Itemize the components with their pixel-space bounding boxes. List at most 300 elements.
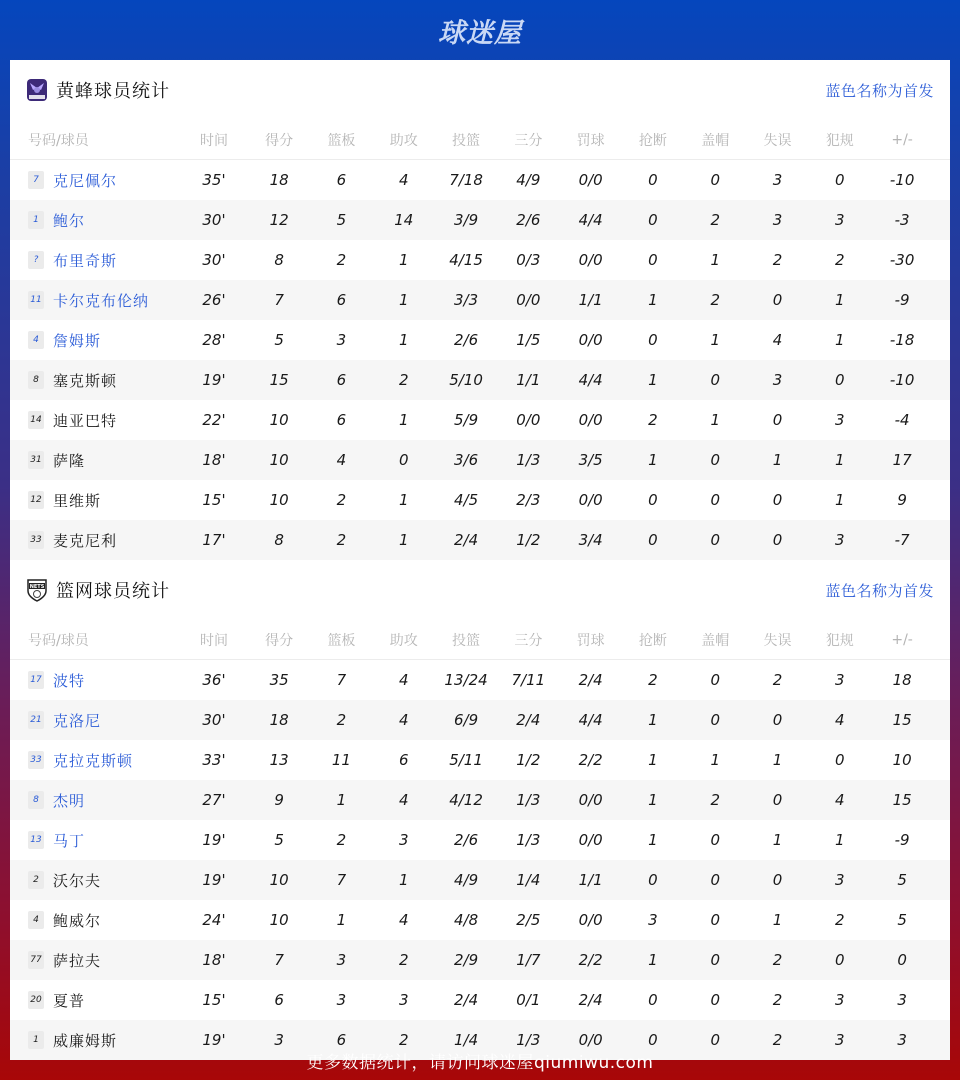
column-header[interactable]: 助攻 <box>389 132 418 149</box>
stat-cell: -10 <box>889 371 915 389</box>
stat-cell: 0 <box>648 251 658 269</box>
stat-cell: 0 <box>710 451 720 469</box>
stat-cell: 2 <box>772 1031 783 1049</box>
jersey-number-icon: 7 <box>28 171 44 189</box>
stat-cell: 30' <box>202 711 226 729</box>
stat-cell: 1/4 <box>453 1031 479 1049</box>
stat-cell: 10 <box>269 491 289 509</box>
stat-cell: 1 <box>398 411 409 429</box>
player-row[interactable] <box>10 660 950 700</box>
stat-cell: 5/10 <box>449 371 483 389</box>
player-name[interactable]: 塞克斯顿 <box>53 371 118 390</box>
player-row[interactable] <box>10 440 950 480</box>
stat-cell: -7 <box>894 531 910 549</box>
column-header[interactable]: +/- <box>891 631 913 648</box>
stat-cell: 3 <box>398 831 409 849</box>
stat-cell: 2 <box>336 831 347 849</box>
stat-cell: 2/6 <box>453 831 479 849</box>
team-title-wrap <box>26 77 170 103</box>
stat-cell: 4/15 <box>449 251 483 269</box>
player-row[interactable] <box>10 780 950 820</box>
stat-cell: 0 <box>710 1031 720 1049</box>
player-name[interactable]: 卡尔克布伦纳 <box>53 291 150 310</box>
jersey-number-icon: 1 <box>28 1031 44 1049</box>
stat-cell: 4 <box>398 171 409 189</box>
stat-cell: 3 <box>835 211 845 229</box>
stat-cell: 1 <box>398 331 409 349</box>
stat-cell: 36' <box>202 671 226 689</box>
player-name[interactable]: 里维斯 <box>53 491 102 510</box>
column-header[interactable]: 抢断 <box>638 632 667 649</box>
stat-cell: 1 <box>648 951 658 969</box>
stat-cell: 30' <box>202 211 226 229</box>
stat-cell: 14 <box>394 211 414 229</box>
stat-cell: 1 <box>835 491 845 509</box>
player-name[interactable]: 鲍尔 <box>53 211 86 230</box>
stat-cell: 0 <box>897 951 907 969</box>
player-name[interactable]: 沃尔夫 <box>53 871 102 890</box>
stat-cell: 0/0 <box>578 911 603 929</box>
player-rows <box>10 160 950 560</box>
stat-cell: 2 <box>772 251 783 269</box>
stat-cell: 1 <box>710 251 720 269</box>
column-header-player: 号码/球员 <box>28 632 89 649</box>
column-header[interactable]: +/- <box>891 131 913 148</box>
stat-cell: 2 <box>336 491 347 509</box>
footer-link-text[interactable]: 更多数据统计，请访问球迷屋qiumiwu.com <box>306 1052 654 1073</box>
column-header[interactable]: 三分 <box>514 132 543 149</box>
player-name[interactable]: 詹姆斯 <box>53 331 102 350</box>
jersey-number-icon: 77 <box>28 951 44 969</box>
stat-cell: 3 <box>897 1031 907 1049</box>
stat-cell: 2 <box>336 711 347 729</box>
stat-cell: 13 <box>269 751 289 769</box>
player-name[interactable]: 萨拉夫 <box>53 951 102 970</box>
stat-cell: 0/0 <box>578 331 603 349</box>
stat-cell: 2/6 <box>453 331 479 349</box>
stat-cell: 22' <box>202 411 226 429</box>
stat-cell: 0 <box>772 711 783 729</box>
jersey-number-icon: 31 <box>28 451 44 469</box>
stat-cell: 5 <box>274 331 284 349</box>
stat-cell: 6 <box>274 991 284 1009</box>
stat-cell: 3/5 <box>578 451 603 469</box>
stat-cell: 3 <box>835 671 845 689</box>
jersey-number-icon: 2 <box>28 871 44 889</box>
stat-cell: 24' <box>202 911 226 929</box>
stat-cell: 1/2 <box>516 531 541 549</box>
stat-cell: 3 <box>648 911 658 929</box>
player-name[interactable]: 克洛尼 <box>53 711 102 730</box>
stat-cell: 1 <box>648 291 658 309</box>
stat-cell: 1/3 <box>516 831 541 849</box>
stat-cell: 0 <box>772 291 783 309</box>
stat-cell: 0 <box>648 991 658 1009</box>
player-cell <box>10 250 180 271</box>
jersey-number-icon: 1 <box>28 211 44 229</box>
stat-cell: 0 <box>648 1031 658 1049</box>
stat-cell: 10 <box>269 911 289 929</box>
stat-cell: 0 <box>398 451 409 469</box>
stat-cell: 0/0 <box>516 411 541 429</box>
stat-cell: 2 <box>398 371 409 389</box>
stat-cell: 3/6 <box>453 451 479 469</box>
stat-cell: 1/1 <box>516 371 541 389</box>
player-row[interactable] <box>10 200 950 240</box>
jersey-number-icon: 20 <box>28 991 44 1009</box>
stat-cell: 2 <box>336 251 347 269</box>
stat-cell: 1/4 <box>516 871 541 889</box>
player-name[interactable]: 克拉克斯顿 <box>53 751 134 770</box>
column-header[interactable]: 抢断 <box>638 132 667 149</box>
column-header[interactable]: 三分 <box>514 632 543 649</box>
jersey-number-icon: 12 <box>28 491 44 509</box>
column-header[interactable]: 时间 <box>200 132 228 149</box>
stat-cell: 1 <box>648 371 658 389</box>
stat-cell: 19' <box>202 831 226 849</box>
player-name[interactable]: 鲍威尔 <box>53 911 102 930</box>
stat-cell: 4/4 <box>578 711 603 729</box>
player-name[interactable]: 克尼佩尔 <box>53 171 118 190</box>
player-cell <box>10 370 180 391</box>
stat-cell: 28' <box>202 331 226 349</box>
player-row[interactable] <box>10 820 950 860</box>
stat-cell: 4/4 <box>578 371 603 389</box>
jersey-number-icon: 14 <box>28 411 44 429</box>
stat-cell: 26' <box>202 291 226 309</box>
nets-logo-icon <box>26 578 48 602</box>
stat-cell: -9 <box>894 291 910 309</box>
player-name[interactable]: 布里奇斯 <box>53 251 118 270</box>
column-header[interactable]: 失误 <box>763 632 792 649</box>
column-header[interactable]: 犯规 <box>825 632 854 649</box>
player-row[interactable] <box>10 700 950 740</box>
player-cell <box>10 710 180 731</box>
player-name[interactable]: 杰明 <box>53 791 86 810</box>
player-cell <box>10 290 180 311</box>
stat-cell: 4 <box>835 791 845 809</box>
stat-cell: 3/4 <box>578 531 603 549</box>
player-name[interactable]: 波特 <box>53 671 86 690</box>
jersey-number-icon: ? <box>28 251 44 269</box>
stat-cell: 18' <box>202 951 226 969</box>
player-name[interactable]: 麦克尼利 <box>53 531 118 550</box>
stat-cell: 15 <box>269 371 289 389</box>
stat-cell: 0 <box>710 491 720 509</box>
stat-cell: 0 <box>710 671 720 689</box>
stat-cell: 1 <box>648 451 658 469</box>
stat-cell: 4/9 <box>516 171 541 189</box>
column-header[interactable]: 篮板 <box>327 632 356 649</box>
jersey-number-icon: 21 <box>28 711 44 729</box>
player-cell <box>10 950 180 971</box>
player-cell <box>10 490 180 511</box>
stat-cell: 18 <box>892 671 912 689</box>
stat-cell: 5/9 <box>453 411 479 429</box>
stat-cell: 1 <box>398 531 409 549</box>
stat-cell: 7/18 <box>449 171 483 189</box>
jersey-number-icon: 17 <box>28 671 44 689</box>
stat-cell: 2/4 <box>578 671 603 689</box>
player-row[interactable] <box>10 740 950 780</box>
stat-cell: 1/5 <box>516 331 541 349</box>
stat-cell: -10 <box>889 171 915 189</box>
stat-cell: 1 <box>710 411 720 429</box>
player-row[interactable] <box>10 900 950 940</box>
column-header[interactable]: 得分 <box>265 632 294 649</box>
stat-cell: 3 <box>336 991 347 1009</box>
stat-cell: 0/0 <box>578 791 603 809</box>
stat-cell: 19' <box>202 871 226 889</box>
stat-cell: 2 <box>398 951 409 969</box>
stat-cell: 0 <box>710 911 720 929</box>
stat-cell: 15' <box>202 991 226 1009</box>
stat-cell: 1 <box>835 831 845 849</box>
stat-cell: 6 <box>336 411 347 429</box>
column-header[interactable]: 助攻 <box>389 632 418 649</box>
column-header[interactable]: 时间 <box>200 632 228 649</box>
column-header[interactable]: 失误 <box>763 132 792 149</box>
stat-cell: 3 <box>336 951 347 969</box>
stat-cell: 2 <box>710 291 720 309</box>
stat-cell: 0 <box>772 791 783 809</box>
stat-cell: 0 <box>710 951 720 969</box>
stat-cell: 3 <box>398 991 409 1009</box>
stat-cell: 1/3 <box>516 1031 541 1049</box>
stat-cell: 1 <box>710 751 720 769</box>
stat-cell: 3 <box>835 531 845 549</box>
stat-cell: 6 <box>336 171 347 189</box>
stat-cell: 2/2 <box>578 951 603 969</box>
stat-cell: 15 <box>892 791 912 809</box>
hornets-logo-icon <box>26 78 48 102</box>
player-cell <box>10 530 180 551</box>
stat-cell: 0/0 <box>578 411 603 429</box>
player-row[interactable] <box>10 940 950 980</box>
stat-cell: 6/9 <box>453 711 479 729</box>
stat-cell: 2 <box>648 411 658 429</box>
stat-cell: 2/5 <box>516 911 541 929</box>
stat-cell: 3 <box>835 991 845 1009</box>
player-cell <box>10 410 180 431</box>
player-name[interactable]: 夏普 <box>53 991 86 1010</box>
stat-cell: 3 <box>897 991 907 1009</box>
player-name[interactable]: 马丁 <box>53 831 86 850</box>
stat-cell: 0/0 <box>578 171 603 189</box>
column-header[interactable]: 投篮 <box>452 632 481 649</box>
stat-cell: 1 <box>336 911 347 929</box>
stat-cell: 10 <box>269 451 289 469</box>
player-row[interactable] <box>10 280 950 320</box>
stat-cell: 0 <box>710 371 720 389</box>
stat-cell: 10 <box>269 871 289 889</box>
stat-cell: 0 <box>710 531 720 549</box>
stat-cell: 7 <box>336 871 347 889</box>
stat-cell: 1/3 <box>516 791 541 809</box>
player-cell <box>10 210 180 231</box>
stat-cell: 1 <box>398 291 409 309</box>
stat-cell: 1/1 <box>578 291 603 309</box>
stat-cell: 6 <box>336 291 347 309</box>
stat-cell: 4 <box>336 451 347 469</box>
stat-cell: 17' <box>202 531 226 549</box>
stat-cell: 18 <box>269 711 289 729</box>
stat-cell: 2 <box>648 671 658 689</box>
stat-cell: 7 <box>274 291 284 309</box>
stat-cell: 0/0 <box>516 291 541 309</box>
stat-cell: 0 <box>710 171 720 189</box>
player-cell <box>10 170 180 191</box>
stat-cell: 0/0 <box>578 831 603 849</box>
stat-cell: 2 <box>772 991 783 1009</box>
stat-cell: 1 <box>398 871 409 889</box>
stat-cell: 0 <box>772 411 783 429</box>
stat-cell: 4/4 <box>578 211 603 229</box>
stat-cell: 0/0 <box>578 251 603 269</box>
stat-cell: 2/4 <box>578 991 603 1009</box>
svg-text:NETS: NETS <box>29 584 45 590</box>
stat-cell: 0 <box>648 531 658 549</box>
column-header[interactable]: 投篮 <box>452 132 481 149</box>
column-header[interactable]: 盖帽 <box>701 132 730 149</box>
stat-cell: 7 <box>274 951 284 969</box>
column-header[interactable]: 盖帽 <box>701 632 730 649</box>
stat-cell: 3 <box>772 171 783 189</box>
stat-cell: 1 <box>648 831 658 849</box>
stat-cell: 19' <box>202 371 226 389</box>
stat-cell: 1 <box>398 251 409 269</box>
stat-cell: 4 <box>772 331 783 349</box>
stat-cell: 0 <box>710 831 720 849</box>
stat-cell: 1 <box>648 791 658 809</box>
jersey-number-icon: 8 <box>28 371 44 389</box>
stat-cell: 12 <box>269 211 289 229</box>
team-section-hornets <box>10 60 950 560</box>
stat-cell: 1 <box>772 451 783 469</box>
jersey-number-icon: 13 <box>28 831 44 849</box>
stat-cell: 4/9 <box>453 871 479 889</box>
column-header-player: 号码/球员 <box>28 132 89 149</box>
column-header-row <box>10 620 950 660</box>
stat-cell: 4 <box>398 671 409 689</box>
section-header <box>10 560 950 620</box>
stat-cell: 11 <box>331 751 351 769</box>
stat-cell: 4/8 <box>453 911 479 929</box>
stat-cell: 3 <box>772 211 783 229</box>
stat-cell: 1 <box>772 831 783 849</box>
stat-cell: 2 <box>772 671 783 689</box>
player-row[interactable] <box>10 480 950 520</box>
stat-cell: 2 <box>710 211 720 229</box>
column-header[interactable]: 罚球 <box>576 132 605 149</box>
player-row[interactable] <box>10 980 950 1020</box>
stat-cell: 3/3 <box>453 291 479 309</box>
player-name[interactable]: 威廉姆斯 <box>53 1031 118 1050</box>
jersey-number-icon: 11 <box>28 291 44 309</box>
stat-cell: 1/7 <box>516 951 541 969</box>
player-row[interactable] <box>10 360 950 400</box>
stat-cell: -9 <box>894 831 910 849</box>
stat-cell: 7/11 <box>511 671 546 689</box>
stat-cell: 0 <box>648 871 658 889</box>
stat-cell: 0 <box>772 531 783 549</box>
footer-banner[interactable] <box>0 1040 960 1080</box>
stat-cell: 2 <box>398 1031 409 1049</box>
stat-cell: 0 <box>648 211 658 229</box>
column-header[interactable]: 篮板 <box>327 132 356 149</box>
jersey-number-icon: 33 <box>28 751 44 769</box>
player-rows <box>10 660 950 1060</box>
player-row[interactable] <box>10 400 950 440</box>
player-row[interactable] <box>10 240 950 280</box>
jersey-number-icon: 4 <box>28 331 44 349</box>
player-row[interactable] <box>10 860 950 900</box>
jersey-number-icon: 4 <box>28 911 44 929</box>
stat-cell: 13/24 <box>444 671 488 689</box>
player-cell <box>10 870 180 891</box>
stat-cell: 2 <box>336 531 347 549</box>
stat-cell: 18 <box>269 171 289 189</box>
stat-cell: 0/1 <box>516 991 541 1009</box>
player-name[interactable]: 迪亚巴特 <box>53 411 118 430</box>
stat-cell: 6 <box>398 751 409 769</box>
player-row[interactable] <box>10 320 950 360</box>
stat-cell: 8 <box>274 531 284 549</box>
column-header[interactable]: 得分 <box>265 132 294 149</box>
stat-cell: 4 <box>398 911 409 929</box>
stat-cell: 0 <box>772 491 783 509</box>
stat-cell: 6 <box>336 371 347 389</box>
stat-cell: 2 <box>835 911 845 929</box>
stat-cell: 8 <box>274 251 284 269</box>
stat-cell: 2/4 <box>453 991 479 1009</box>
stat-cell: 5 <box>897 911 907 929</box>
stat-cell: 7 <box>336 671 347 689</box>
stat-cell: 2/9 <box>453 951 479 969</box>
stat-cell: 1 <box>336 791 347 809</box>
stat-cell: 9 <box>274 791 284 809</box>
player-row[interactable] <box>10 520 950 560</box>
column-header-row <box>10 120 950 160</box>
team-title: 篮网球员统计 <box>56 581 170 602</box>
stat-cell: 3 <box>835 871 845 889</box>
stat-cell: 0 <box>710 711 720 729</box>
stat-cell: 2/2 <box>578 751 603 769</box>
stats-card <box>10 60 950 1050</box>
stat-cell: 4/5 <box>453 491 479 509</box>
column-header[interactable]: 犯规 <box>825 132 854 149</box>
stat-cell: 1 <box>835 451 845 469</box>
stat-cell: 1 <box>398 491 409 509</box>
stat-cell: 3 <box>274 1031 284 1049</box>
stat-cell: 2/4 <box>453 531 479 549</box>
stat-cell: 1 <box>710 331 720 349</box>
column-header[interactable]: 罚球 <box>576 632 605 649</box>
stat-cell: -4 <box>894 411 910 429</box>
stat-cell: 15' <box>202 491 226 509</box>
stat-cell: 2 <box>710 791 720 809</box>
stat-cell: 0 <box>648 491 658 509</box>
stat-cell: -3 <box>894 211 910 229</box>
stat-cell: 0 <box>648 171 658 189</box>
player-name[interactable]: 萨隆 <box>53 451 86 470</box>
stat-cell: 17 <box>892 451 912 469</box>
stat-cell: 4 <box>398 791 409 809</box>
player-cell <box>10 790 180 811</box>
stat-cell: 35' <box>202 171 226 189</box>
player-row[interactable] <box>10 160 950 200</box>
stat-cell: 0/0 <box>578 1031 603 1049</box>
